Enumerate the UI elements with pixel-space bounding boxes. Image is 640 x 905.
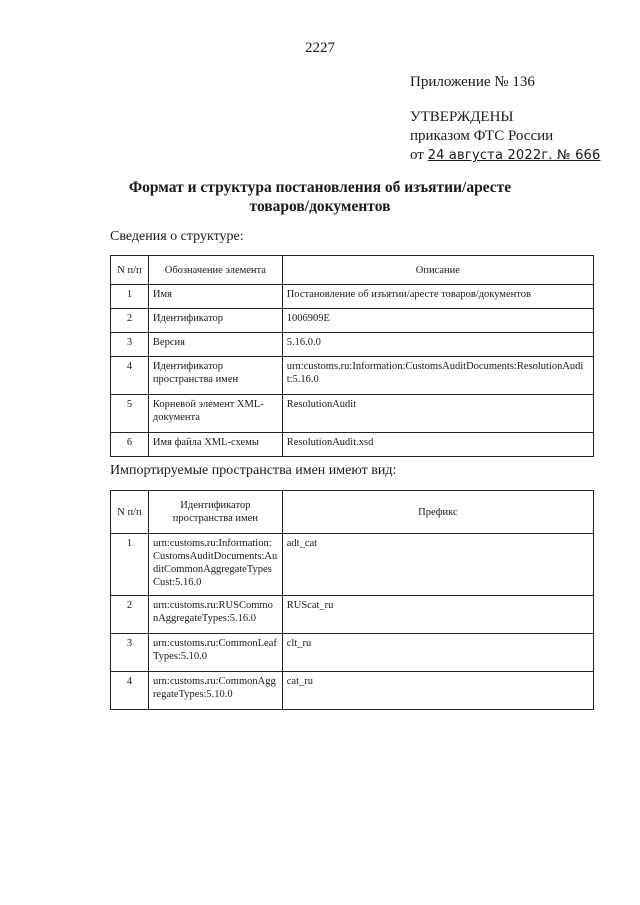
structure-header-row — [111, 256, 594, 285]
date-prefix: от — [410, 147, 424, 163]
appendix-label: Приложение № 136 — [410, 74, 535, 90]
element-desc: ResolutionAudit.xsd — [282, 433, 593, 457]
title-line-1: Формат и структура постановления об изъятии/аресте — [128, 179, 512, 196]
table-row — [111, 534, 594, 596]
header-num: N п/п — [111, 256, 149, 285]
header-namespace-id: Идентификатор пространства имен — [148, 491, 282, 534]
element-desc: Постановление об изъятии/аресте товаров/документов — [282, 285, 593, 309]
table-row — [111, 433, 594, 457]
element-desc: 1006909Е — [282, 309, 593, 333]
title-line-2: товаров/документов — [249, 198, 391, 215]
row-num: 4 — [111, 672, 149, 710]
row-num: 4 — [111, 357, 149, 395]
element-name: Имя файла XML-схемы — [148, 433, 282, 457]
row-num: 3 — [111, 634, 149, 672]
document-title — [60, 178, 580, 216]
table-row — [111, 357, 594, 395]
namespace-id: urn:customs.ru:CommonAggregateTypes:5.10.0 — [148, 672, 282, 710]
table-row — [111, 285, 594, 309]
namespace-id: urn:customs.ru:RUSCommonAggregateTypes:5.16.0 — [148, 596, 282, 634]
namespace-id: urn:customs.ru:Information:CustomsAuditDocuments:AuditCommonAggregateTypesCust:5.16.0 — [148, 534, 282, 596]
header-element-name: Обозначение элемента — [148, 256, 282, 285]
row-num: 3 — [111, 333, 149, 357]
order-date: 24 августа 2022г. № 666 — [427, 148, 601, 163]
row-num: 1 — [111, 285, 149, 309]
namespace-prefix: cat_ru — [282, 672, 593, 710]
table-row — [111, 596, 594, 634]
element-name: Идентификатор пространства имен — [148, 357, 282, 395]
namespaces-label: Импортируемые пространства имен имеют вид: — [110, 463, 397, 478]
row-num: 1 — [111, 534, 149, 596]
order-date-line — [410, 146, 601, 165]
namespace-prefix: RUScat_ru — [282, 596, 593, 634]
element-desc: urn:customs.ru:Information:CustomsAuditDocuments:ResolutionAudit:5.16.0 — [282, 357, 593, 395]
page-number: 2227 — [305, 40, 335, 56]
table-row — [111, 309, 594, 333]
header-description: Описание — [282, 256, 593, 285]
approval-block — [410, 108, 601, 165]
namespace-prefix: clt_ru — [282, 634, 593, 672]
element-desc: ResolutionAudit — [282, 395, 593, 433]
table-row — [111, 333, 594, 357]
approved-heading: УТВЕРЖДЕНЫ — [410, 109, 514, 125]
table-row — [111, 634, 594, 672]
row-num: 2 — [111, 596, 149, 634]
namespace-prefix: adt_cat — [282, 534, 593, 596]
namespaces-header-row — [111, 491, 594, 534]
header-num: N п/п — [111, 491, 149, 534]
row-num: 6 — [111, 433, 149, 457]
namespaces-table — [110, 490, 594, 710]
element-name: Версия — [148, 333, 282, 357]
row-num: 2 — [111, 309, 149, 333]
order-line: приказом ФТС России — [410, 128, 554, 144]
namespace-id: urn:customs.ru:CommonLeafTypes:5.10.0 — [148, 634, 282, 672]
table-row — [111, 395, 594, 433]
element-desc: 5.16.0.0 — [282, 333, 593, 357]
structure-label: Сведения о структуре: — [110, 229, 244, 244]
table-row — [111, 672, 594, 710]
element-name: Идентификатор — [148, 309, 282, 333]
element-name: Имя — [148, 285, 282, 309]
element-name: Корневой элемент XML-документа — [148, 395, 282, 433]
header-prefix: Префикс — [282, 491, 593, 534]
structure-table — [110, 255, 594, 457]
row-num: 5 — [111, 395, 149, 433]
